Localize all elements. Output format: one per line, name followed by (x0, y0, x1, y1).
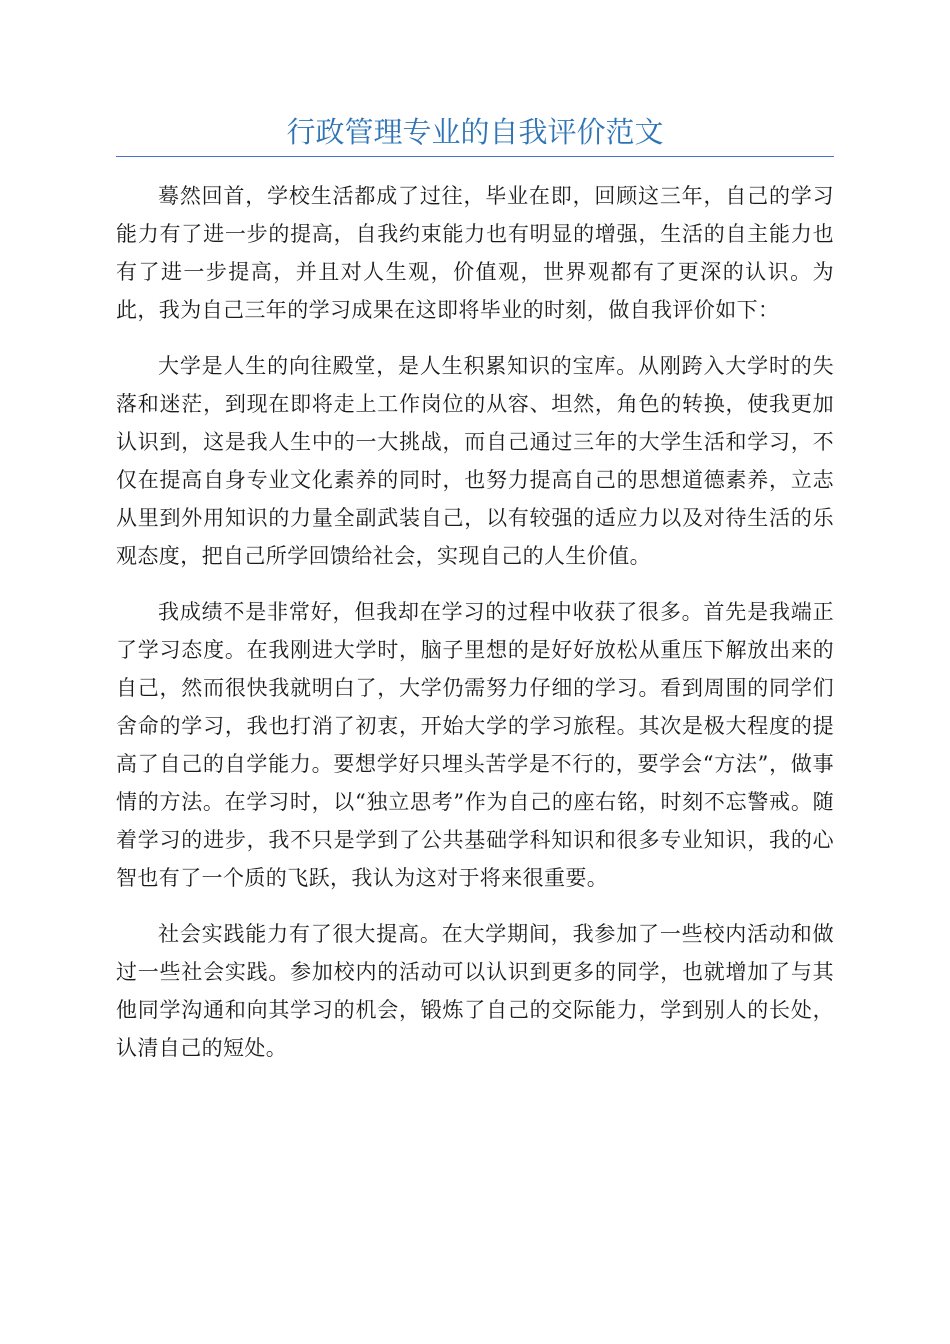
paragraph-social-practice: 社会实践能力有了很大提高。在大学期间，我参加了一些校内活动和做过一些社会实践。参加校内的活动可以认识到更多的同学，也就增加了与其他同学沟通和向其学习的机会，锻炼了自己的交际能力，学到别人的长处，认清自己的短处。 (116, 922, 834, 1060)
paragraph-university-life: 大学是人生的向往殿堂，是人生积累知识的宝库。从刚跨入大学时的失落和迷茫，到现在即将走上工作岗位的从容、坦然，角色的转换，使我更加认识到，这是我人生中的一大挑战，而自己通过三年的大学生活和学习，不仅在提高自身专业文化素养的同时，也努力提高自己的思想道德素养，立志从里到外用知识的力量全副武装自己，以有较强的适应力以及对待生活的乐观态度，把自己所学回馈给社会，实现自己的人生价值。 (116, 354, 834, 568)
document-title: 行政管理专业的自我评价范文 (116, 110, 834, 157)
document-body (116, 177, 834, 1067)
paragraph-study-gains: 我成绩不是非常好，但我却在学习的过程中收获了很多。首先是我端正了学习态度。在我刚进大学时，脑子里想的是好好放松从重压下解放出来的自己，然而很快我就明白了，大学仍需努力仔细的学习。看到周围的同学们舍命的学习，我也打消了初衷，开始大学的学习旅程。其次是极大程度的提高了自己的自学能力。要想学好只埋头苦学是不行的，要学会“方法”，做事情的方法。在学习时，以“独立思考”作为自己的座右铭，时刻不忘警戒。随着学习的进步，我不只是学到了公共基础学科知识和很多专业知识，我的心智也有了一个质的飞跃，我认为这对于将来很重要。 (116, 600, 834, 890)
document-page (116, 110, 834, 1085)
paragraph-intro: 蓦然回首，学校生活都成了过往，毕业在即，回顾这三年，自己的学习能力有了进一步的提高，自我约束能力也有明显的增强，生活的自主能力也有了进一步提高，并且对人生观，价值观，世界观都有了更深的认识。为此，我为自己三年的学习成果在这即将毕业的时刻，做自我评价如下： (116, 184, 834, 322)
